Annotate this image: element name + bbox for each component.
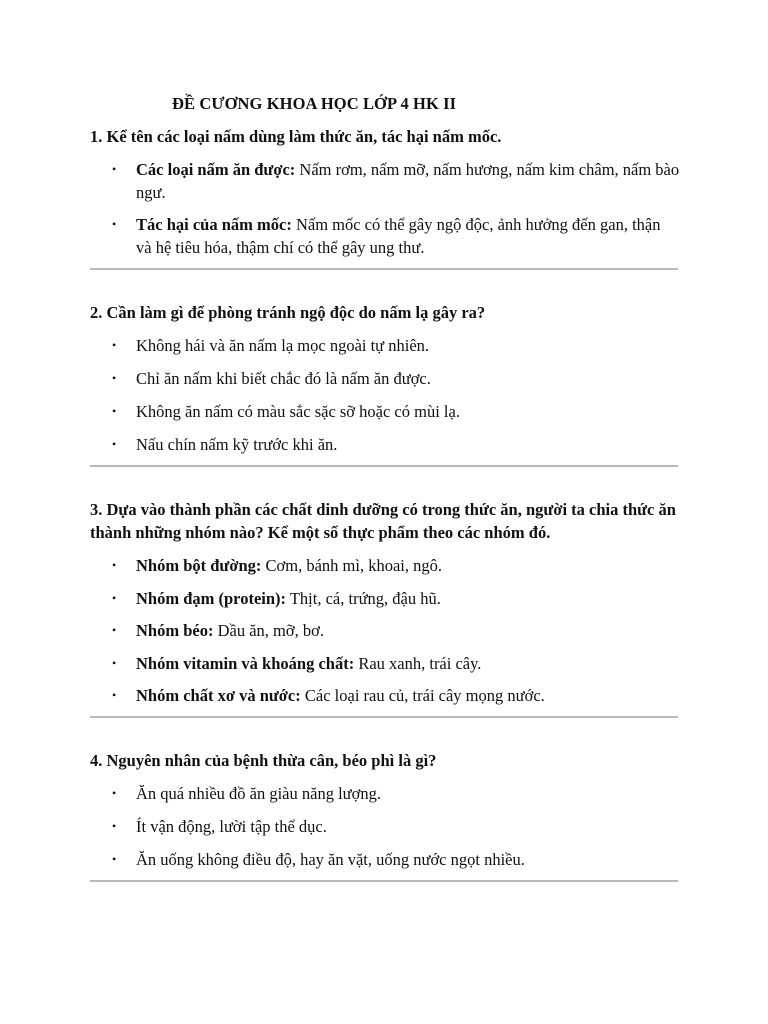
item-text: Không ăn nấm có màu sắc sặc sỡ hoặc có mùi lạ. xyxy=(136,402,460,421)
document-title: ĐỀ CƯƠNG KHOA HỌC LỚP 4 HK II xyxy=(172,94,457,113)
section-2 xyxy=(90,301,680,456)
item-text: Thịt, cá, trứng, đậu hũ. xyxy=(286,588,441,608)
list-item xyxy=(90,158,680,204)
item-label: Nhóm béo: xyxy=(136,621,214,640)
item-label: Nhóm đạm (protein): xyxy=(136,588,287,608)
item-text: Ít vận động, lười tập thể dục. xyxy=(136,817,327,836)
answer-list xyxy=(90,554,680,707)
section-3 xyxy=(90,498,680,707)
list-item xyxy=(90,619,680,642)
bullet-icon: • xyxy=(112,590,117,605)
item-text: Nấm mốc có thể gây ngộ độc, ảnh hưởng đến gan, thận và hệ tiêu hóa, thậm chí có thể gây ung thư. xyxy=(136,215,661,257)
item-text: Dầu ăn, mỡ, bơ. xyxy=(213,621,324,640)
question-heading: 1. Kể tên các loại nấm dùng làm thức ăn, tác hại nấm mốc. xyxy=(90,127,502,146)
item-text: Không hái và ăn nấm lạ mọc ngoài tự nhiên. xyxy=(136,336,430,355)
item-text: Nấm rơm, nấm mỡ, nấm hương, nấm kim châm, nấm bào ngư. xyxy=(136,160,680,202)
section-4 xyxy=(90,749,680,871)
question-heading: 2. Cần làm gì để phòng tránh ngộ độc do nấm lạ gây ra? xyxy=(90,303,486,322)
list-item xyxy=(90,213,680,259)
list-item xyxy=(90,815,680,838)
item-label: Tác hại của nấm mốc: xyxy=(136,215,292,234)
section-divider xyxy=(90,465,678,467)
list-item xyxy=(90,684,680,707)
bullet-icon: • xyxy=(112,217,117,231)
section-divider xyxy=(90,268,678,270)
answer-list xyxy=(90,782,680,871)
item-text: Các loại rau củ, trái cây mọng nước. xyxy=(300,686,545,705)
item-text: Cơm, bánh mì, khoai, ngô. xyxy=(261,556,442,575)
bullet-icon: • xyxy=(112,819,117,833)
bullet-icon: • xyxy=(112,338,117,352)
bullet-icon: • xyxy=(112,655,117,670)
question-heading: 4. Nguyên nhân của bệnh thừa cân, béo phì là gì? xyxy=(90,751,437,770)
item-label: Nhóm vitamin và khoáng chất: xyxy=(136,653,355,673)
list-item xyxy=(90,367,680,390)
answer-list xyxy=(90,158,680,259)
item-label: Các loại nấm ăn được: xyxy=(136,160,296,179)
item-label: Nhóm chất xơ và nước: xyxy=(136,686,301,705)
bullet-icon: • xyxy=(112,404,117,418)
bullet-icon: • xyxy=(112,437,117,451)
section-divider xyxy=(90,880,678,882)
section-divider xyxy=(90,716,678,718)
item-text: Nấu chín nấm kỹ trước khi ăn. xyxy=(136,435,338,454)
item-text: Ăn quá nhiều đồ ăn giàu năng lượng. xyxy=(136,784,381,803)
bullet-icon: • xyxy=(112,623,117,637)
item-label: Nhóm bột đường: xyxy=(136,556,262,575)
list-item xyxy=(90,433,680,456)
list-item xyxy=(90,848,680,871)
question-heading: 3. Dựa vào thành phần các chất dinh dưỡng có trong thức ăn, người ta chia thức ăn thành những nhóm nào? Kể một số thực phẩm theo các nhóm đó. xyxy=(90,500,676,542)
item-text: Ăn uống không điều độ, hay ăn vặt, uống nước ngọt nhiều. xyxy=(136,850,525,869)
item-text: Rau xanh, trái cây. xyxy=(354,653,482,673)
section-1 xyxy=(90,125,680,259)
bullet-icon: • xyxy=(112,162,117,176)
list-item xyxy=(90,587,680,610)
answer-list xyxy=(90,334,680,456)
bullet-icon: • xyxy=(112,688,117,702)
item-text: Chỉ ăn nấm khi biết chắc đó là nấm ăn được. xyxy=(136,369,431,388)
bullet-icon: • xyxy=(112,786,117,800)
bullet-icon: • xyxy=(112,558,117,572)
list-item xyxy=(90,782,680,805)
list-item xyxy=(90,400,680,423)
list-item xyxy=(90,554,680,577)
list-item xyxy=(90,334,680,357)
bullet-icon: • xyxy=(112,371,117,385)
list-item xyxy=(90,652,680,675)
bullet-icon: • xyxy=(112,852,117,866)
